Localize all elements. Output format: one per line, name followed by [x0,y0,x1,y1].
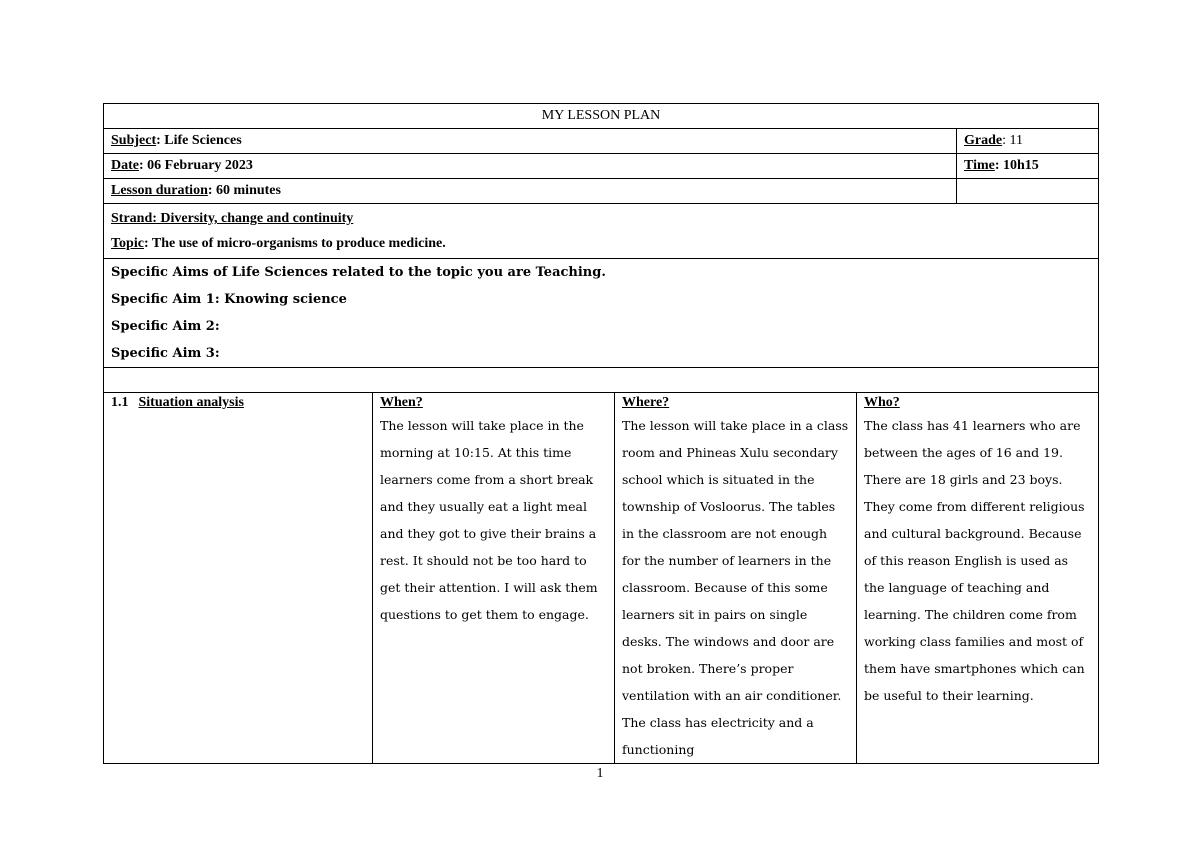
duration-value: : 60 minutes [207,183,281,198]
lesson-plan-table [103,103,1099,764]
time-value: : 10h15 [994,158,1039,173]
duration-row [104,179,1099,204]
subject-label: Subject [111,133,157,148]
strand-topic-row [104,204,1099,259]
aims-cell [104,259,1099,368]
strand-topic-cell [104,204,1099,259]
situation-row [104,393,1099,764]
situation-heading-cell [104,393,373,764]
duration-empty-cell [957,179,1099,204]
grade-label: Grade [964,133,1003,148]
where-cell [615,393,857,764]
when-heading: When? [380,395,423,410]
when-cell [373,393,615,764]
where-text: The lesson will take place in a class room and Phineas Xulu secondary school which is situated in the township of Vosloorus. The tables in the classroom are not enough for the number of learners in the classroom. Because of this some learners sit in pairs on single desks. The windows and door are not broken. There’s proper ventilation with an air conditioner. The class has electricity and a functioning [622,418,849,757]
specific-aim-1: Specific Aim 1: Knowing science [111,292,347,307]
situation-heading: Situation analysis [138,395,244,410]
topic-value: : The use of micro-organisms to produce medicine. [143,236,446,251]
who-heading: Who? [864,395,900,410]
date-row [104,154,1099,179]
blank-cell [104,368,1099,393]
grade-value: : 11 [1002,133,1023,148]
date-value: : 06 February 2023 [139,158,253,173]
page-number: 1 [596,766,604,781]
section-number: 1.1 [111,395,129,410]
strand-label: Strand: Diversity, change and continuity [111,211,354,226]
subject-value: : Life Sciences [156,133,242,148]
aims-row [104,259,1099,368]
grade-cell [957,129,1099,154]
where-heading: Where? [622,395,670,410]
aims-heading: Specific Aims of Life Sciences related to the topic you are Teaching. [111,265,606,280]
title-row [104,104,1099,129]
specific-aim-2: Specific Aim 2: [111,319,220,334]
who-text: The class has 41 learners who are between the ages of 16 and 19. There are 18 girls and 23 boys. They come from different religious and cultural background. Because of this reason English is used as the language of teaching and learning. The children come from working class families and most of them have smartphones which can be useful to their learning. [864,418,1085,703]
duration-label: Lesson duration [111,183,208,198]
date-label: Date [111,158,139,173]
blank-row [104,368,1099,393]
who-cell [857,393,1099,764]
date-cell [104,154,957,179]
time-label: Time [964,158,995,173]
lesson-plan-title: MY LESSON PLAN [104,104,1099,129]
subject-cell [104,129,957,154]
duration-cell [104,179,957,204]
topic-label: Topic [111,236,144,251]
time-cell [957,154,1099,179]
when-text: The lesson will take place in the morning at 10:15. At this time learners come from a short break and they usually eat a light meal and they got to give their brains a rest. It should not be too hard to get their attention. I will ask them questions to get them to engage. [380,418,598,622]
subject-row [104,129,1099,154]
specific-aim-3: Specific Aim 3: [111,346,220,361]
